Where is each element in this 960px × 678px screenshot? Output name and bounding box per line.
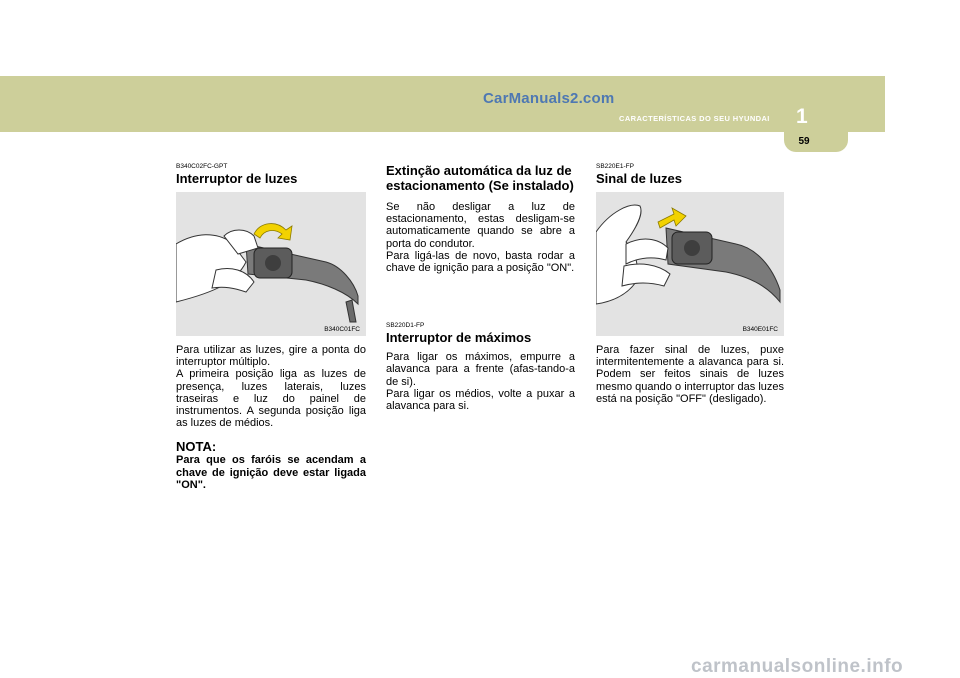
- hand-rotating-light-switch-icon: [176, 192, 366, 336]
- column-extincao-automatica: [386, 163, 575, 412]
- section-body: Se não desligar a luz de estacionamento, estas desligam-se automaticamente quando se abre a porta do condutor. Para ligá-las de novo, basta rodar a chave de ignição para a posição "ON".: [386, 201, 575, 275]
- section-heading: Sinal de luzes: [596, 171, 682, 186]
- chapter-number: 1: [796, 105, 808, 128]
- figure-code: B340E01FC: [742, 326, 778, 333]
- section-code: SB220D1-FP: [386, 322, 425, 330]
- header-band: [0, 76, 885, 132]
- note-heading: NOTA:: [176, 439, 217, 455]
- section-heading: Interruptor de luzes: [176, 171, 298, 186]
- section-heading: Extinção automática da luz de estacionamento (Se instalado): [386, 163, 574, 193]
- section-body: Para fazer sinal de luzes, puxe intermitentemente a alavanca para si. Podem ser feitos sinais de luzes mesmo quando o interruptor das luzes está na posição "OFF" (desligado).: [596, 344, 784, 405]
- light-switch-figure: [176, 192, 366, 336]
- section-heading-2: Interruptor de máximos: [386, 330, 532, 346]
- column-sinal-de-luzes: [596, 163, 784, 405]
- page-tab: [784, 132, 848, 152]
- section-body: Para utilizar as luzes, gire a ponta do interruptor múltiplo. A primeira posição liga as luzes de presença, luzes laterais, luzes traseiras e luz do painel de instrumentos. A segunda posição liga as luzes de médios.: [176, 344, 366, 430]
- flash-to-pass-figure: [596, 192, 784, 336]
- section-code: SB220E1-FP: [596, 163, 634, 170]
- chapter-title: CARACTERÍSTICAS DO SEU HYUNDAI: [619, 114, 770, 123]
- section-code: B340C02FC-GPT: [176, 163, 228, 170]
- page-number: 59: [798, 136, 810, 147]
- section-body-2: Para ligar os máximos, empurre a alavanca para a frente (afas-tando-a de si). Para ligar os médios, volte a puxar a alavanca para si.: [386, 351, 575, 413]
- column-interruptor-de-luzes: [176, 163, 366, 492]
- site-brand[interactable]: CarManuals2.com: [483, 90, 615, 107]
- hand-pulling-lever-icon: [596, 192, 784, 336]
- spacer: [386, 274, 575, 322]
- footer-brand[interactable]: carmanualsonline.info: [691, 656, 904, 677]
- figure-code: B340C01FC: [324, 326, 360, 333]
- note-body: Para que os faróis se acendam a chave de ignição deve estar ligada "ON".: [176, 454, 366, 492]
